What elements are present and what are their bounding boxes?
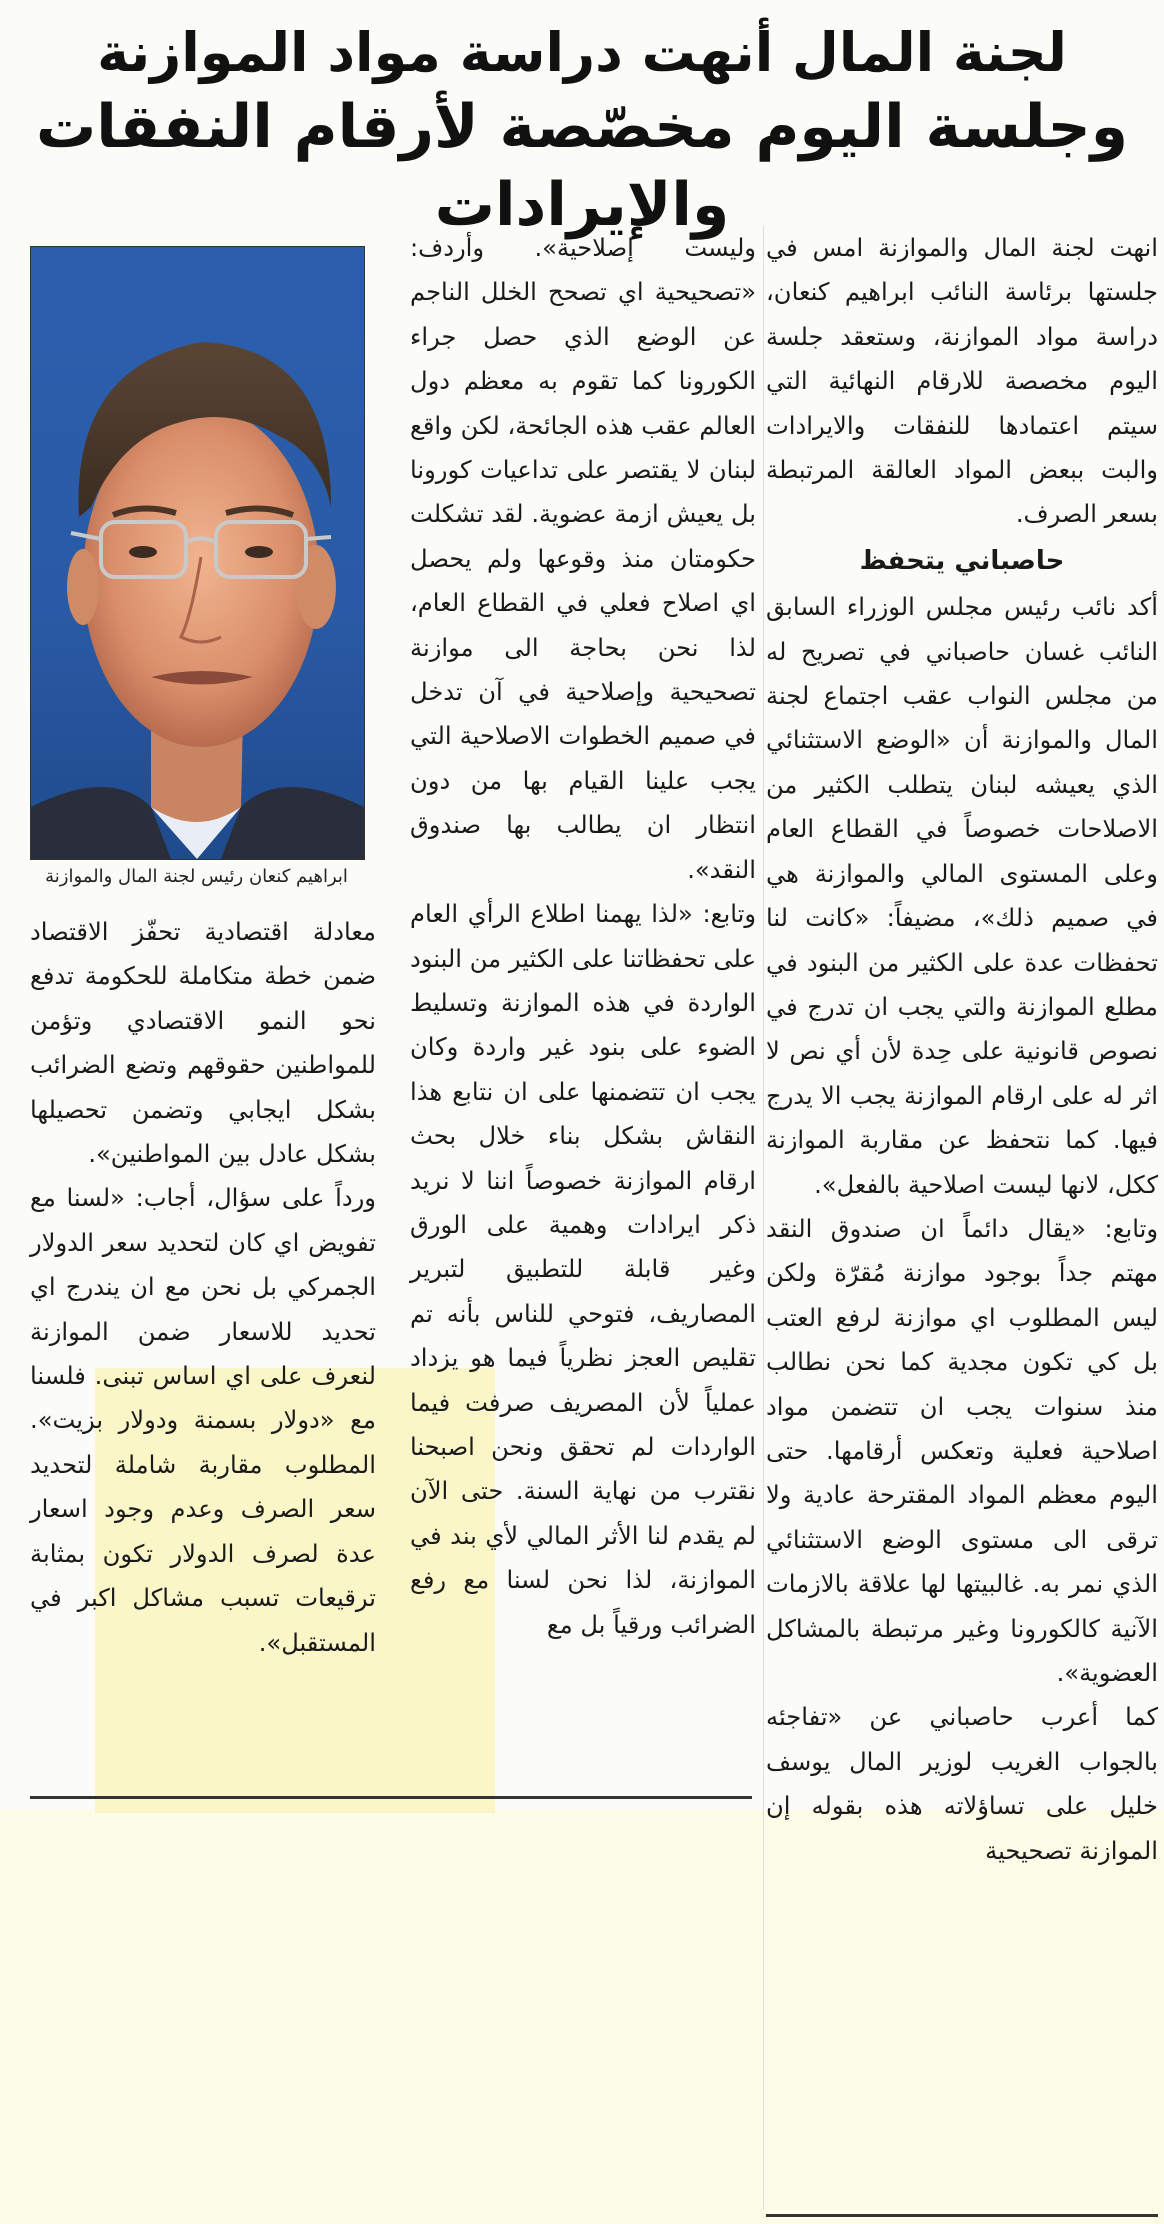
paragraph: ورداً على سؤال، أجاب: «لسنا مع تفويض اي كان لتحديد سعر الدولار الجمركي بل نحن مع ان يندرج اي تحديد للاسعار ضمن الموازنة لنعرف على اي اساس تبنى. فلسنا مع «دولار بسمنة ودولار بزيت». المطلوب مقاربة شاملة لتحديد سعر الصرف وعدم وجود اسعار عدة لصرف الدولار تكون بمثابة ترقيعات تسبب مشاكل اكبر في المستقبل». xyxy=(30,1184,376,1657)
headline-line-2: وجلسة اليوم مخصّصة لأرقام النفقات والإيرادات xyxy=(35,92,1128,240)
portrait-photo xyxy=(30,246,365,860)
article-column-right xyxy=(766,226,1158,1873)
portrait-illustration xyxy=(31,247,364,859)
paragraph: وتابع: «يقال دائماً ان صندوق النقد مهتم جداً بوجود موازنة مُقرّة ولكن ليس المطلوب اي موازنة لرفع العتب بل كي تكون مجدية كما نحن نطالب منذ سنوات يجب ان تتضمن مواد اصلاحية فعلية وتعكس أرقامها. حتى اليوم معظم المواد المقترحة عادية ولا ترقى الى مستوى الوضع الاستثنائي الذي نمر به. غالبيتها لها علاقة بالازمات الآنية كالكورونا وغير مرتبطة بالمشاكل العضوية». xyxy=(766,1214,1158,1687)
article-column-middle xyxy=(410,226,756,1647)
paragraph: وليست إصلاحية». وأردف: «تصحيحية اي تصحح الخلل الناجم عن الوضع الذي حصل جراء الكورونا كما تقوم به معظم دول العالم عقب هذه الجائحة، لكن واقع لبنان لا يقتصر على تداعيات كورونا بل يعيش ازمة عضوية. لقد تشكلت حكومتان منذ وقوعها ولم يحصل اي اصلاح فعلي في القطاع العام، لذا نحن بحاجة الى موازنة تصحيحية وإصلاحية في آن تدخل في صميم الخطوات الاصلاحية التي يجب علينا القيام بها من دون انتظار ان يطالب بها صندوق النقد». xyxy=(410,234,756,884)
paragraph: وتابع: «لذا يهمنا اطلاع الرأي العام على تحفظاتنا على الكثير من البنود الواردة في هذه الموازنة وتسليط الضوء على بنود غير واردة وكان يجب ان تتضمنها على ان نتابع هذا النقاش بشكل بناء خلال بحث ارقام الموازنة خصوصاً اننا لا نريد ذكر ايرادات وهمية على الورق وغير قابلة للتطبيق لتبرير المصاريف، فتوحي للناس بأنه تم تقليص العجز نظرياً فيما هو يزداد عملياً لأن المصريف صرفت فيما الواردات لم تحقق ونحن اصبحنا نقترب من نهاية السنة. حتى الآن لم يقدم لنا الأثر المالي لأي بند في الموازنة، لذا نحن لسنا مع رفع الضرائب ورقياً بل مع xyxy=(410,900,756,1639)
subheading: حاصباني يتحفظ xyxy=(859,545,1065,576)
paragraph: أكد نائب رئيس مجلس الوزراء السابق النائب غسان حاصباني في تصريح له من مجلس النواب عقب اجتماع لجنة المال والموازنة أن «الوضع الاستثنائي الذي يعيشه لبنان يتطلب الكثير من الاصلاحات خصوصاً في القطاع العام وعلى المستوى المالي والموازنة هي في صميم ذلك»، مضيفاً: «كانت لنا تحفظات عدة على الكثير من البنود في مطلع الموازنة والتي يجب ان تدرج في نصوص قانونية على حِدة لأن أي نص لا اثر له على ارقام الموازنة يجب الا يدرج فيها. كما نتحفظ عن مقاربة الموازنة ككل، لانها ليست اصلاحية بالفعل». xyxy=(766,593,1158,1199)
photo-caption: ابراهيم كنعان رئيس لجنة المال والموازنة xyxy=(45,866,348,887)
column-divider xyxy=(763,226,764,2210)
article-column-left xyxy=(30,910,376,1665)
paragraph: معادلة اقتصادية تحفّز الاقتصاد ضمن خطة متكاملة للحكومة تدفع نحو النمو الاقتصادي وتؤمن للمواطنين حقوقهم وتضع الضرائب بشكل ايجابي وتضمن تحصيلها بشكل عادل بين المواطنين». xyxy=(30,918,376,1169)
section-rule xyxy=(30,1796,752,1799)
paragraph: انهت لجنة المال والموازنة امس في جلستها برئاسة النائب ابراهيم كنعان، دراسة مواد الموازنة، وستعقد جلسة اليوم مخصصة للارقام النهائية التي سيتم اعتمادها للنفقات والايرادات والبت ببعض المواد العالقة المرتبطة بسعر الصرف. xyxy=(766,234,1158,529)
article-headline xyxy=(20,18,1144,244)
headline-line-1: لجنة المال أنهت دراسة مواد الموازنة xyxy=(97,21,1067,84)
section-rule xyxy=(766,2214,1158,2217)
paragraph: كما أعرب حاصباني عن «تفاجئه بالجواب الغريب لوزير المال يوسف خليل على تساؤلاته هذه بقوله إن الموازنة تصحيحية xyxy=(766,1703,1158,1865)
